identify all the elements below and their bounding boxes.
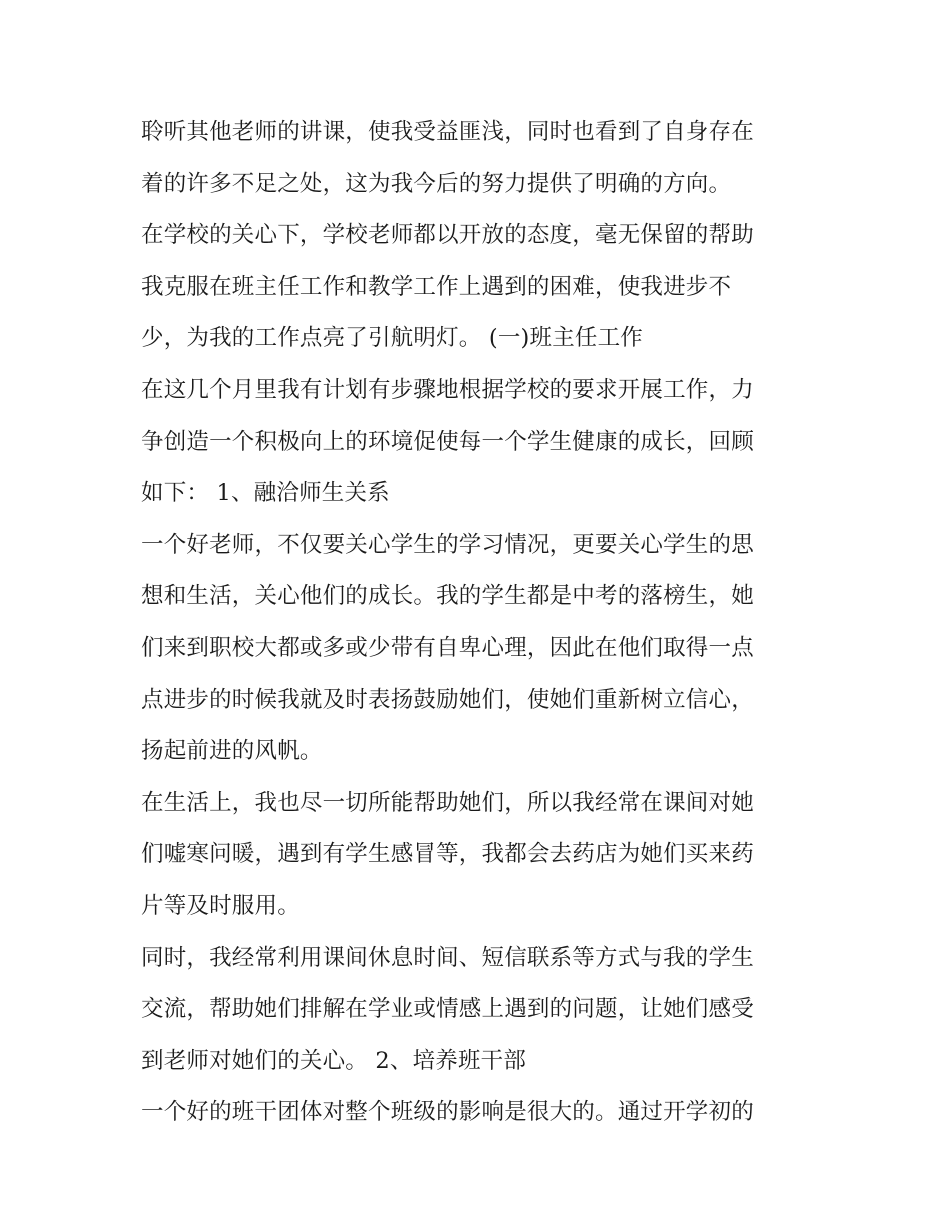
- text-line: 在学校的关心下，学校老师都以开放的态度，毫无保留的帮助: [141, 222, 754, 249]
- text-line: 片等及时服用。: [141, 892, 300, 919]
- text-line: 少，为我的工作点亮了引航明灯。 (一)班主任工作: [141, 325, 644, 352]
- text-line: 在这几个月里我有计划有步骤地根据学校的要求开展工作，力: [141, 376, 754, 403]
- text-line: 扬起前进的风帆。: [141, 738, 323, 765]
- text-line: 们来到职校大都或多或少带有自卑心理，因此在他们取得一点: [141, 634, 754, 661]
- text-line: 如下： 1、融洽师生关系: [141, 480, 390, 507]
- text-line: 聆听其他老师的讲课，使我受益匪浅，同时也看到了自身存在: [141, 119, 754, 145]
- text-line: 我克服在班主任工作和教学工作上遇到的困难，使我进步不: [141, 273, 732, 300]
- text-line: 点进步的时候我就及时表扬鼓励她们，使她们重新树立信心，: [141, 686, 754, 713]
- text-line: 到老师对她们的关心。 2、培养班干部: [141, 1047, 527, 1074]
- text-line: 争创造一个积极向上的环境促使每一个学生健康的成长，回顾: [141, 428, 754, 455]
- text-line: 着的许多不足之处，这为我今后的努力提供了明确的方向。: [141, 170, 732, 197]
- text-line: 交流，帮助她们排解在学业或情感上遇到的问题，让她们感受: [141, 996, 754, 1023]
- text-line: 想和生活，关心他们的成长。我的学生都是中考的落榜生，她: [141, 583, 754, 610]
- text-line: 同时，我经常利用课间休息时间、短信联系等方式与我的学生: [141, 944, 754, 971]
- text-line: 一个好的班干团体对整个班级的影响是很大的。通过开学初的: [141, 1099, 754, 1126]
- text-line: 们嘘寒问暖，遇到有学生感冒等，我都会去药店为她们买来药: [141, 841, 754, 868]
- text-line: 一个好老师，不仅要关心学生的学习情况，更要关心学生的思: [141, 531, 754, 558]
- body-text: [141, 107, 831, 1139]
- text-line: 在生活上，我也尽一切所能帮助她们，所以我经常在课间对她: [141, 789, 754, 816]
